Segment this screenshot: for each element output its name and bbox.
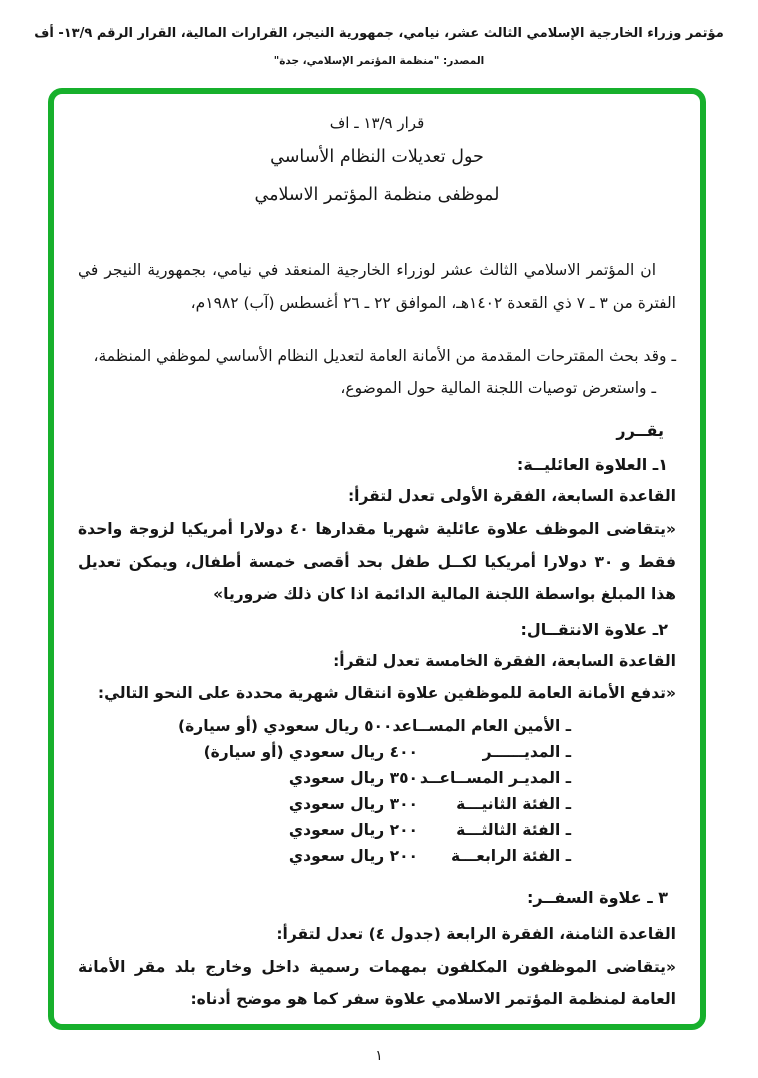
allowance-grade-label: ـ المديــــــر — [482, 742, 571, 761]
allowance-row — [78, 765, 676, 791]
document-border — [48, 88, 706, 1030]
header-source-line: المصدر: "منظمة المؤتمر الإسلامي، جدة" — [273, 55, 485, 67]
allowance-grade-label: ـ الفئة الثالثـــة — [456, 820, 571, 839]
resolution-number: قرار ١٣/٩ ـ اف — [329, 114, 425, 132]
considerations-list — [78, 340, 676, 404]
allowance-grade-label: ـ الأمين العام المســاعد — [392, 716, 571, 735]
document-body — [54, 94, 700, 1016]
section-2-heading: ٢ـ علاوة الانتقــال: — [520, 619, 668, 639]
allowance-amount: ٢٠٠ ريال سعودي — [288, 820, 418, 839]
section-3-quoted-text: «يتقاضى الموظفون المكلفون بمهمات رسمية داخل وخارج بلد مقر الأمانة العامة لمنظمة المؤتمر الاسلامي علاوة سفر كما هو موضح أدناه: — [78, 957, 676, 1008]
allowance-row — [78, 713, 676, 739]
allowance-grade-label: ـ الفئة الثانيـــة — [456, 794, 571, 813]
allowance-grade-label: ـ المديـر المســاعــد — [419, 768, 571, 787]
decides-word: يقــرر — [616, 421, 664, 440]
section-1-heading: ١ـ العلاوة العائليــة: — [516, 455, 668, 474]
section-2-quoted-intro: «تدفع الأمانة العامة للموظفين علاوة انتقال شهرية محددة على النحو التالي: — [97, 683, 676, 702]
consideration-item: ـ واستعرض توصيات اللجنة المالية حول الموضوع، — [340, 379, 656, 397]
section-1-quoted-text: «يتقاضى الموظف علاوة عائلية شهريا مقدارها ٤٠ دولارا أمريكيا لزوجة واحدة فقط و ٣٠ دولارا أمريكيا لكــل طفل بحد أقصى خمسة أطفال، ويمكن تعديل هذا المبلغ بواسطة اللجنة المالية الدائمة اذا كان ذلك ضروريا» — [78, 520, 677, 603]
page-number: ١ — [375, 1048, 383, 1064]
preamble-paragraph: ان المؤتمر الاسلامي الثالث عشر لوزراء الخارجية المنعقد في نيامي، بجمهورية النيجر في الفترة من ٣ ـ ٧ ذي القعدة ١٤٠٢هـ، الموافق ٢٢ ـ ٢٦ أغسطس (آب) ١٩٨٢م، — [78, 261, 676, 312]
section-1-rule-line: القاعدة السابعة، الفقرة الأولى تعدل لتقرأ: — [347, 487, 676, 505]
allowance-row — [78, 843, 676, 869]
section-3-rule-line: القاعدة الثامنة، الفقرة الرابعة (جدول ٤) تعدل لتقرأ: — [276, 924, 676, 943]
resolution-title: حول تعديلات النظام الأساسي — [270, 147, 484, 167]
allowance-table — [78, 713, 676, 869]
allowance-row — [78, 817, 676, 843]
allowance-row — [78, 791, 676, 817]
allowance-row — [78, 739, 676, 765]
header-citation-line: مؤتمر وزراء الخارجية الإسلامي الثالث عشر، نيامي، جمهورية النيجر، القرارات المالية، القرار الرقم ١٣/٩- أف — [34, 26, 724, 41]
resolution-subtitle: لموظفى منظمة المؤتمر الاسلامي — [254, 185, 500, 205]
allowance-amount: ٣٥٠ ريال سعودي — [288, 768, 418, 787]
allowance-amount: ٣٠٠ ريال سعودي — [288, 794, 418, 813]
allowance-amount: ٥٠٠ ريال سعودي (أو سيارة) — [178, 716, 393, 735]
page-header — [0, 26, 758, 68]
allowance-amount: ٤٠٠ ريال سعودي (أو سيارة) — [203, 742, 418, 761]
consideration-item: ـ وقد بحث المقترحات المقدمة من الأمانة العامة لتعديل النظام الأساسي لموظفي المنظمة، — [93, 347, 676, 365]
allowance-grade-label: ـ الفئة الرابعـــة — [450, 846, 571, 865]
section-3-heading: ٣ ـ علاوة السفــر: — [527, 887, 668, 907]
allowance-amount: ٢٠٠ ريال سعودي — [288, 846, 418, 865]
section-2-rule-line: القاعدة السابعة، الفقرة الخامسة تعدل لتقرأ: — [333, 651, 676, 670]
